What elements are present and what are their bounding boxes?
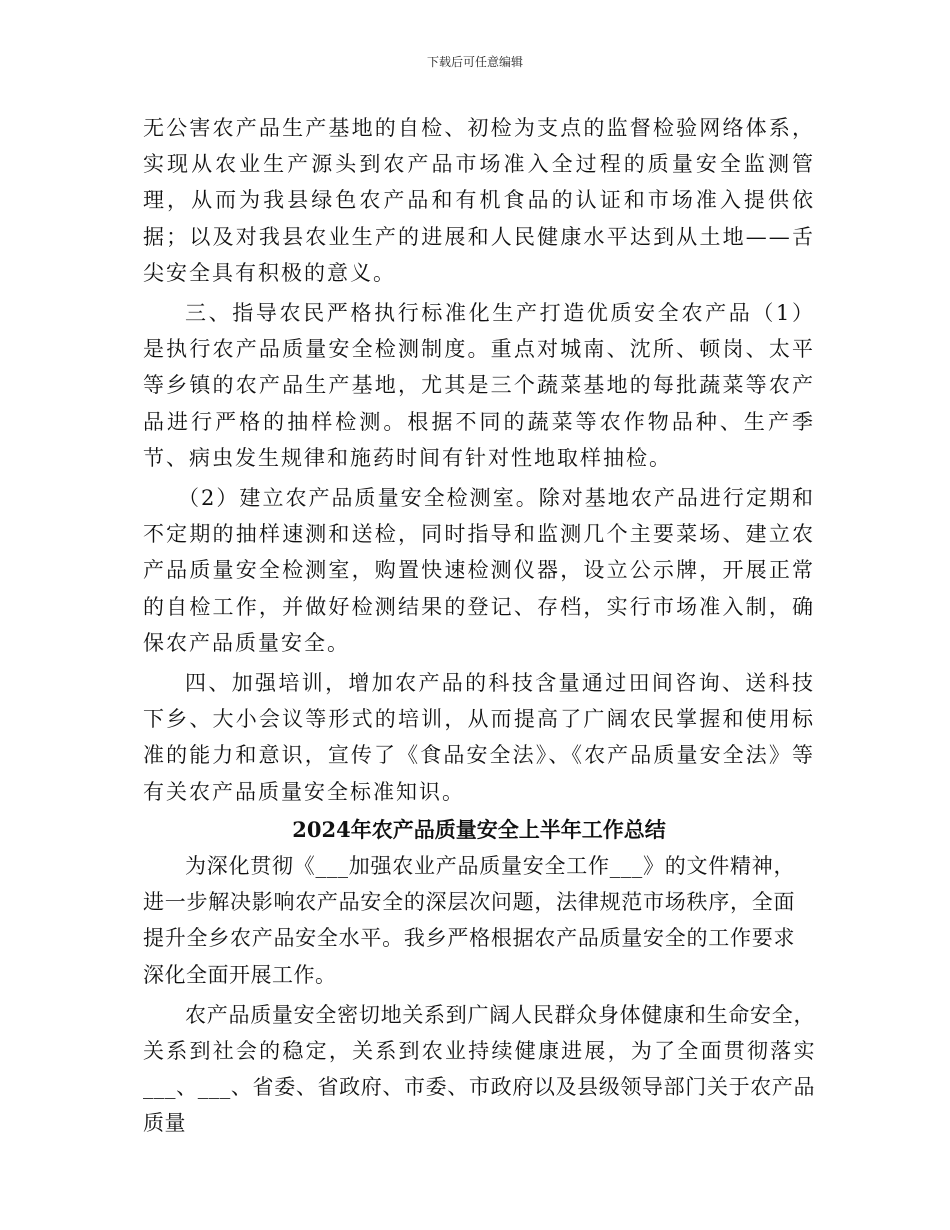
- paragraph-5: 为深化贯彻《___加强农业产品质量安全工作___》的文件精神，进一步解决影响农产品安全的深层次问题，法律规范市场秩序，全面提升全乡农产品安全水平。我乡严格根据农产品质量安全的工作要求深化全面开展工作。: [143, 854, 795, 987]
- paragraph-3: （2）建立农产品质量安全检测室。除对基地农产品进行定期和不定期的抽样速测和送检，同时指导和监测几个主要菜场、建立农产品质量安全检测室，购置快速检测仪器，设立公示牌，开展正常的自检工作，并做好检测结果的登记、存档，实行市场准入制，确保农产品质量安全。: [143, 486, 815, 655]
- page-header: 下载后可任意编辑: [426, 55, 523, 69]
- paragraph-1: 无公害农产品生产基地的自检、初检为支点的监督检验网络体系，实现从农业生产源头到农产品市场准入全过程的质量安全监测管理，从而为我县绿色农产品和有机食品的认证和市场准入提供依据；以及对我县农业生产的进展和人民健康水平达到从土地——舌尖安全具有积极的意义。: [143, 116, 815, 285]
- document-body: [143, 110, 815, 1142]
- paragraph-2: 三、指导农民严格执行标准化生产打造优质安全农产品（1）是执行农产品质量安全检测制度。重点对城南、沈所、顿岗、太平等乡镇的农产品生产基地，尤其是三个蔬菜基地的每批蔬菜等农产品进行严格的抽样检测。根据不同的蔬菜等农作物品种、生产季节、病虫发生规律和施药时间有针对性地取样抽检。: [143, 301, 815, 470]
- section-title: 2024年农产品质量安全上半年工作总结: [292, 816, 666, 842]
- paragraph-4: 四、加强培训，增加农产品的科技含量通过田间咨询、送科技下乡、大小会议等形式的培训，从而提高了广阔农民掌握和使用标准的能力和意识，宣传了《食品安全法》、《农产品质量安全法》等有关农产品质量安全标准知识。: [143, 671, 815, 804]
- paragraph-6: 农产品质量安全密切地关系到广阔人民群众身体健康和生命安全，关系到社会的稳定，关系到农业持续健康进展，为了全面贯彻落实___、___、省委、省政府、市委、市政府以及县级领导部门关于农产品质量: [143, 1002, 815, 1136]
